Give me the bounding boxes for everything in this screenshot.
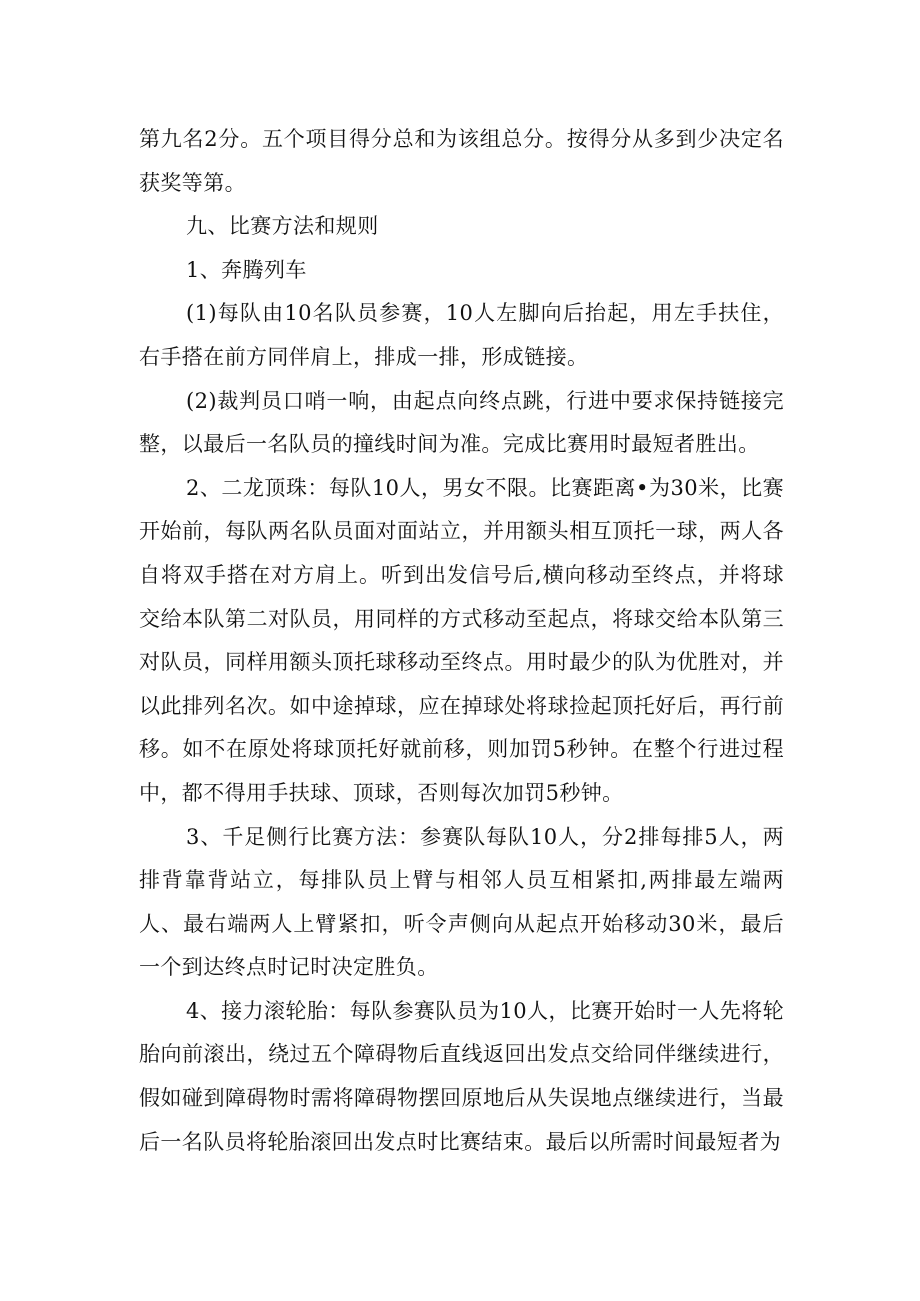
document-body [139,118,784,1164]
paragraph-tire-relay: 4、接力滚轮胎：每队参赛队员为10人，比赛开始时一人先将轮胎向前滚出，绕过五个障碍物后直线返回出发点交给同伴继续进行，假如碰到障碍物时需将障碍物摆回原地后从失误地点继续进行，当最后一名队员将轮胎滚回出发点时比赛结束。最后以所需时间最短者为 [139,998,784,1154]
paragraph-train-rule-1: (1)每队由10名队员参赛，10人左脚向后抬起，用左手扶住，右手搭在前方同伴肩上，排成一排，形成链接。 [139,301,784,369]
event-heading-train: 1、奔腾列车 [186,257,307,282]
paragraph-thousand-feet: 3、千足侧行比赛方法：参赛队每队10人，分2排每排5人，两排背靠背站立，每排队员上臂与相邻人员互相紧扣,两排最左端两人、最右端两人上臂紧扣，听令声侧向从起点开始移动30米，最后一个到达终点时记时决定胜负。 [139,824,784,980]
section-heading-rules: 九、比赛方法和规则 [186,214,379,239]
paragraph-train-rule-2: (2)裁判员口哨一响，由起点向终点跳，行进中要求保持链接完整，以最后一名队员的撞线时间为准。完成比赛用时最短者胜出。 [139,388,784,457]
paragraph-scoring-continued: 第九名2分。五个项目得分总和为该组总分。按得分从多到少决定名获奖等第。 [139,127,784,195]
paragraph-dragon-ball: 2、二龙顶珠：每队10人，男女不限。比赛距离•为30米，比赛开始前，每队两名队员面对面站立，并用额头相互顶托一球，两人各自将双手搭在对方肩上。听到出发信号后,横向移动至终点，并将球交给本队第二对队员，用同样的方式移动至起点，将球交给本队第三对队员，同样用额头顶托球移动至终点。用时最少的队为优胜对，并以此排列名次。如中途掉球，应在掉球处将球捡起顶托好后，再行前移。如不在原处将球顶托好就前移，则加罚5秒钟。在整个行进过程中，都不得用手扶球、顶球，否则每次加罚5秒钟。 [139,475,784,805]
